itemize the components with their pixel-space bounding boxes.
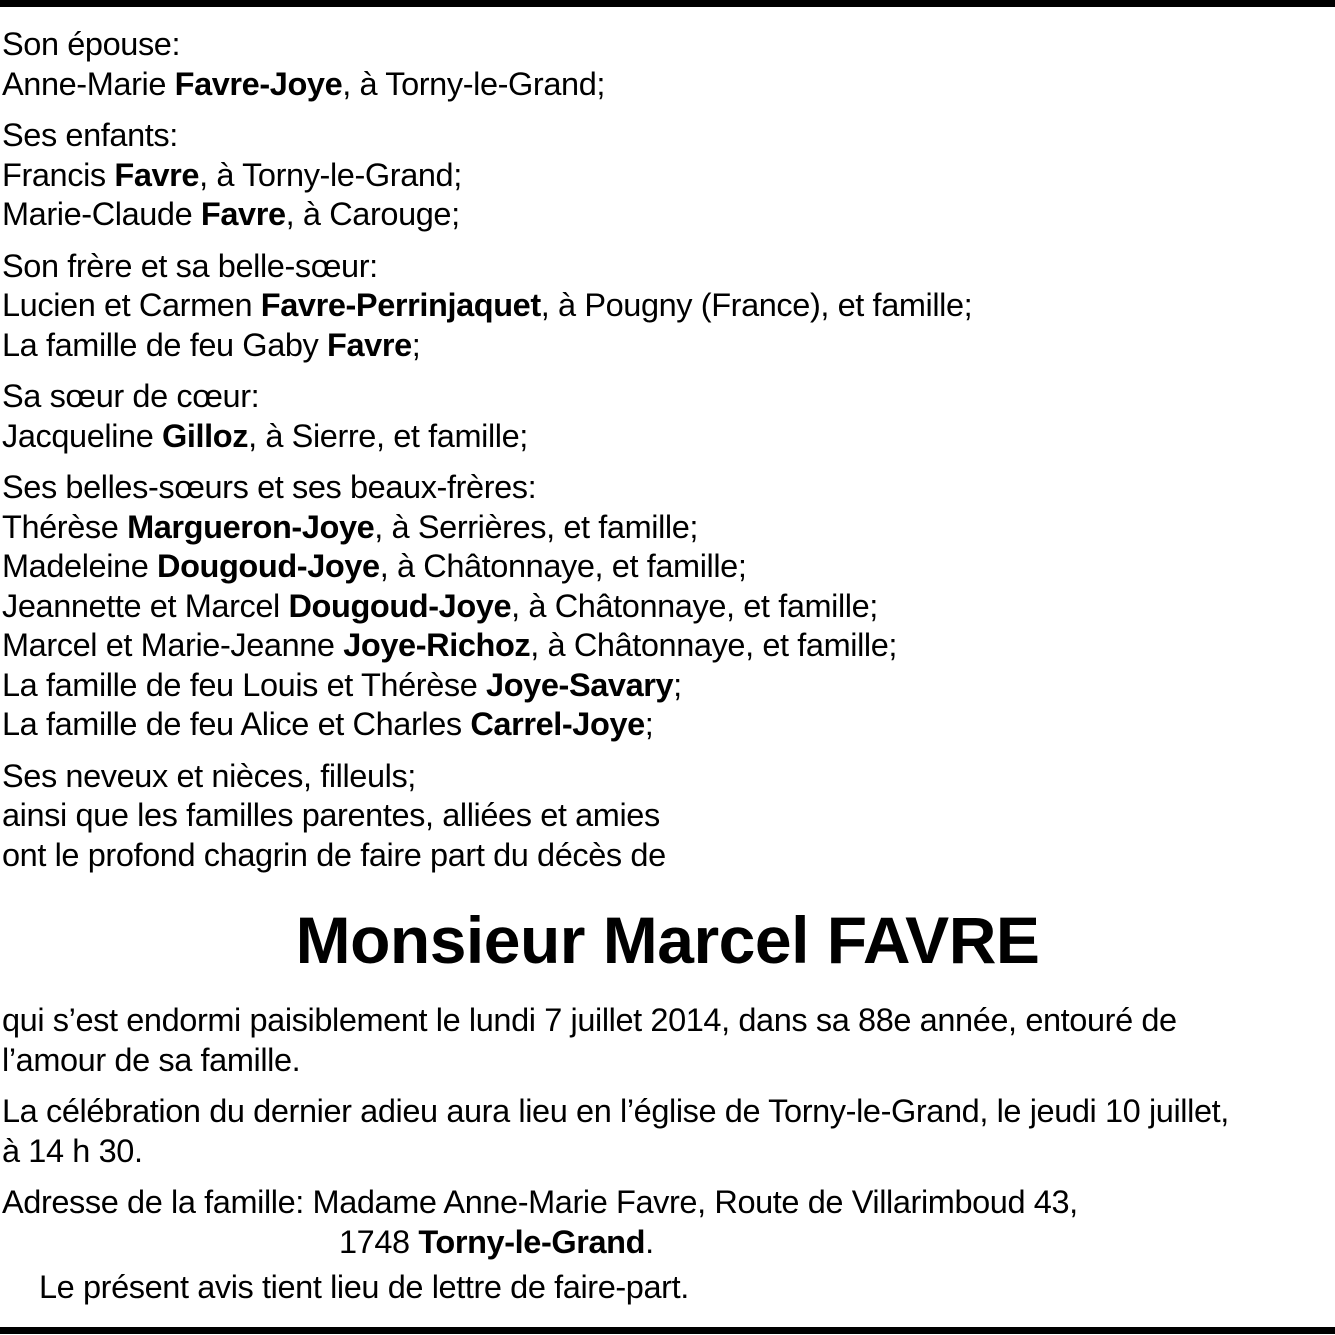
deceased-name: Monsieur Marcel FAVRE [295, 903, 1040, 977]
death-paragraph [2, 1001, 1333, 1080]
address-town-line: 1748 Torny-le-Grand. [339, 1223, 654, 1260]
group-heading: Sa sœur de cœur: [2, 378, 260, 414]
closing-note: Le présent avis tient lieu de lettre de faire-part. [39, 1269, 689, 1305]
ceremony-paragraph [2, 1092, 1333, 1171]
address-line: Adresse de la famille: Madame Anne-Marie Favre, Route de Villarimboud 43, [2, 1184, 1078, 1220]
family-address [2, 1183, 1333, 1262]
family-entry: Jeannette et Marcel Dougoud-Joye, à Châtonnaye, et famille; [2, 587, 878, 624]
family-entry: Marcel et Marie-Jeanne Joye-Richoz, à Châtonnaye, et famille; [2, 627, 898, 663]
intro-paragraph [2, 757, 1333, 876]
intro-line: ont le profond chagrin de faire part du décès de [2, 836, 666, 873]
family-entry: Madeleine Dougoud-Joye, à Châtonnaye, et famille; [2, 548, 747, 584]
family-entry: La famille de feu Louis et Thérèse Joye-Savary; [2, 666, 682, 703]
death-line: qui s’est endormi paisiblement le lundi 7 juillet 2014, dans sa 88e année, entouré de [2, 1002, 1177, 1038]
family-entry: Marie-Claude Favre, à Carouge; [2, 196, 460, 232]
group-spouse [2, 25, 1333, 104]
group-heading: Ses belles-sœurs et ses beaux-frères: [2, 469, 537, 505]
intro-line: Ses neveux et nièces, filleuls; [2, 757, 416, 794]
ceremony-line: à 14 h 30. [2, 1132, 143, 1169]
intro-line: ainsi que les familles parentes, alliées et amies [2, 797, 660, 833]
group-heading: Son frère et sa belle-sœur: [2, 247, 378, 284]
family-entry: Anne-Marie Favre-Joye, à Torny-le-Grand; [2, 65, 605, 102]
death-line: l’amour de sa famille. [2, 1041, 301, 1078]
ceremony-line: La célébration du dernier adieu aura lieu en l’église de Torny-le-Grand, le jeudi 10 juillet, [2, 1093, 1229, 1129]
group-heading: Ses enfants: [2, 117, 178, 153]
group-sister-of-heart [2, 377, 1333, 456]
group-in-laws [2, 468, 1333, 745]
group-brother [2, 247, 1333, 366]
family-entry: Lucien et Carmen Favre-Perrinjaquet, à Pougny (France), et famille; [2, 287, 973, 323]
family-entry: La famille de feu Alice et Charles Carrel-Joye; [2, 706, 654, 742]
family-entry: La famille de feu Gaby Favre; [2, 326, 421, 363]
family-entry: Jacqueline Gilloz, à Sierre, et famille; [2, 417, 528, 454]
group-heading: Son épouse: [2, 26, 181, 62]
bottom-rule [0, 1327, 1335, 1334]
family-entry: Thérèse Margueron-Joye, à Serrières, et famille; [2, 508, 699, 545]
top-rule [0, 0, 1335, 7]
group-children [2, 116, 1333, 235]
obituary-notice [2, 25, 1333, 1308]
family-entry: Francis Favre, à Torny-le-Grand; [2, 156, 462, 193]
